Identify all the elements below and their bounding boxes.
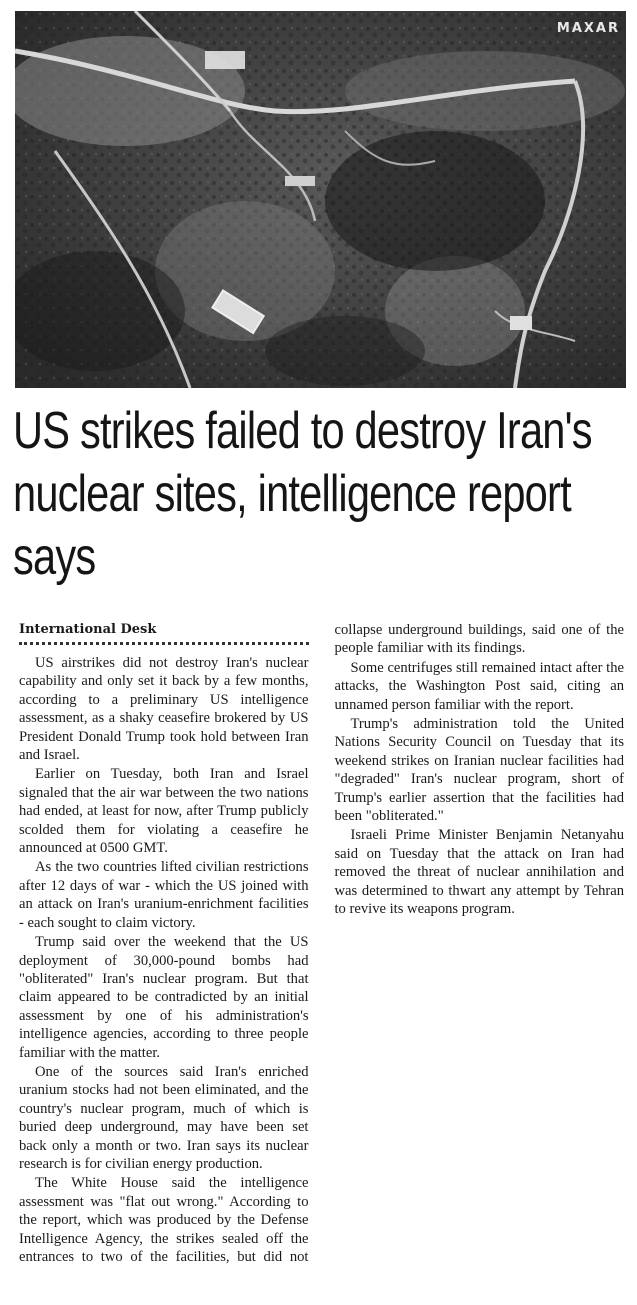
paragraph: Israeli Prime Minister Benjamin Netanyahu said on Tuesday that the attack on Iran had removed the threat of nuclear annihilation and was determined to thwart any attempt by Tehran to revive its weapons program. bbox=[334, 827, 624, 918]
paragraph: US airstrikes did not destroy Iran's nuclear capability and only set it back by a few months, according to a preliminary US intelligence assessment, as a shaky ceasefire brokered by US President Donald Trump took hold between Iran and Israel. bbox=[19, 655, 309, 764]
image-watermark: MAXAR bbox=[556, 21, 620, 36]
article-body bbox=[19, 621, 624, 1297]
paragraph: Trump said over the weekend that the US deployment of 30,000-pound bombs had "obliterated" Iran's nuclear program. But that claim appeared to be contradicted by an initial assessment by one of his administration's intelligence agencies, according to three people familiar with the matter. bbox=[19, 934, 309, 1061]
paragraph: One of the sources said Iran's enriched uranium stocks had not been eliminated, and the country's nuclear program, much of which is buried deep underground, may have been set back only a month or two. Iran says its nuclear research is for civilian energy production. bbox=[19, 1063, 309, 1172]
paragraph: As the two countries lifted civilian restrictions after 12 days of war - which the US joined with an attack on Iran's uranium-enrichment facilities - each sought to claim victory. bbox=[19, 859, 309, 931]
headline: US strikes failed to destroy Iran's nuclear sites, intelligence report says bbox=[13, 402, 592, 586]
satellite-photo bbox=[15, 11, 626, 388]
paragraph: The White House said the intelligence assessment was "flat out wrong." According to the report, which was produced by the Defense Intelligence Agency, the strikes sealed off the entrances to two of the facilities, but did not collapse underground buildings, said one of the people familiar with its findings. bbox=[19, 622, 624, 1265]
paragraph: Earlier on Tuesday, both Iran and Israel signaled that the air war between the two nations had ended, at least for now, after Trump publicly scolded them for violating a ceasefire he announced at 0500 GMT. bbox=[19, 766, 309, 857]
desk-label: International Desk bbox=[19, 621, 309, 645]
paragraph: Some centrifuges still remained intact after the attacks, the Washington Post said, citing an unnamed person familiar with the report. bbox=[334, 659, 624, 713]
paragraph: Trump's administration told the United Nations Security Council on Tuesday that its weekend strikes on Iranian nuclear facilities had "degraded" Iran's nuclear program, short of Trump's earlier assertion that the facilities had been "obliterated." bbox=[334, 716, 624, 825]
satellite-terrain-image bbox=[15, 11, 626, 388]
